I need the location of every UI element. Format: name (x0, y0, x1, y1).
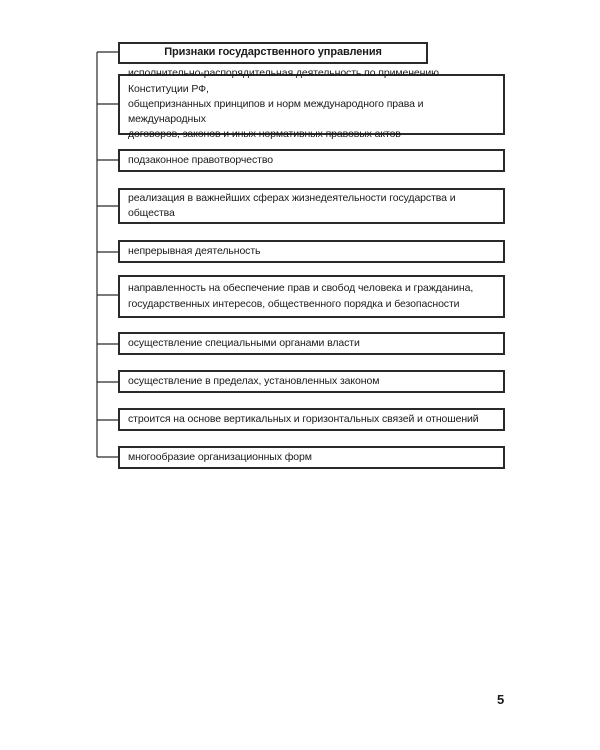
feature-box-2 (118, 149, 505, 172)
feature-text-9: многообразие организационных форм (128, 450, 312, 463)
feature-text-6: осуществление специальными органами власти (128, 336, 360, 349)
feature-text-5: направленность на обеспечение прав и свобод человека и гражданина, государственных интересов, общественного порядка и безопасности (128, 282, 474, 310)
feature-box-1 (118, 67, 505, 141)
feature-text-8: строится на основе вертикальных и горизонтальных связей и отношений (128, 412, 479, 425)
diagram-title-box (118, 42, 428, 64)
feature-box-3 (118, 188, 505, 224)
feature-box-5 (118, 275, 505, 318)
feature-text-4: непрерывная деятельность (128, 244, 261, 257)
feature-text-2: подзаконное правотворчество (128, 153, 273, 166)
feature-box-7 (118, 370, 505, 393)
feature-box-4 (118, 240, 505, 263)
page-number: 5 (497, 692, 505, 707)
feature-text-3: реализация в важнейших сферах жизнедеятельности государства и общества (128, 191, 456, 219)
diagram-title: Признаки государственного управления (164, 46, 382, 59)
feature-text-1: исполнительно-распорядительная деятельность по применению Конституции РФ, общепризнанных принципов и норм международного права и международных договоров, законов и иных нормативных правовых актов (128, 67, 439, 141)
feature-box-8 (118, 408, 505, 431)
feature-box-9 (118, 446, 505, 469)
feature-box-6 (118, 332, 505, 355)
feature-text-7: осуществление в пределах, установленных законом (128, 374, 380, 387)
